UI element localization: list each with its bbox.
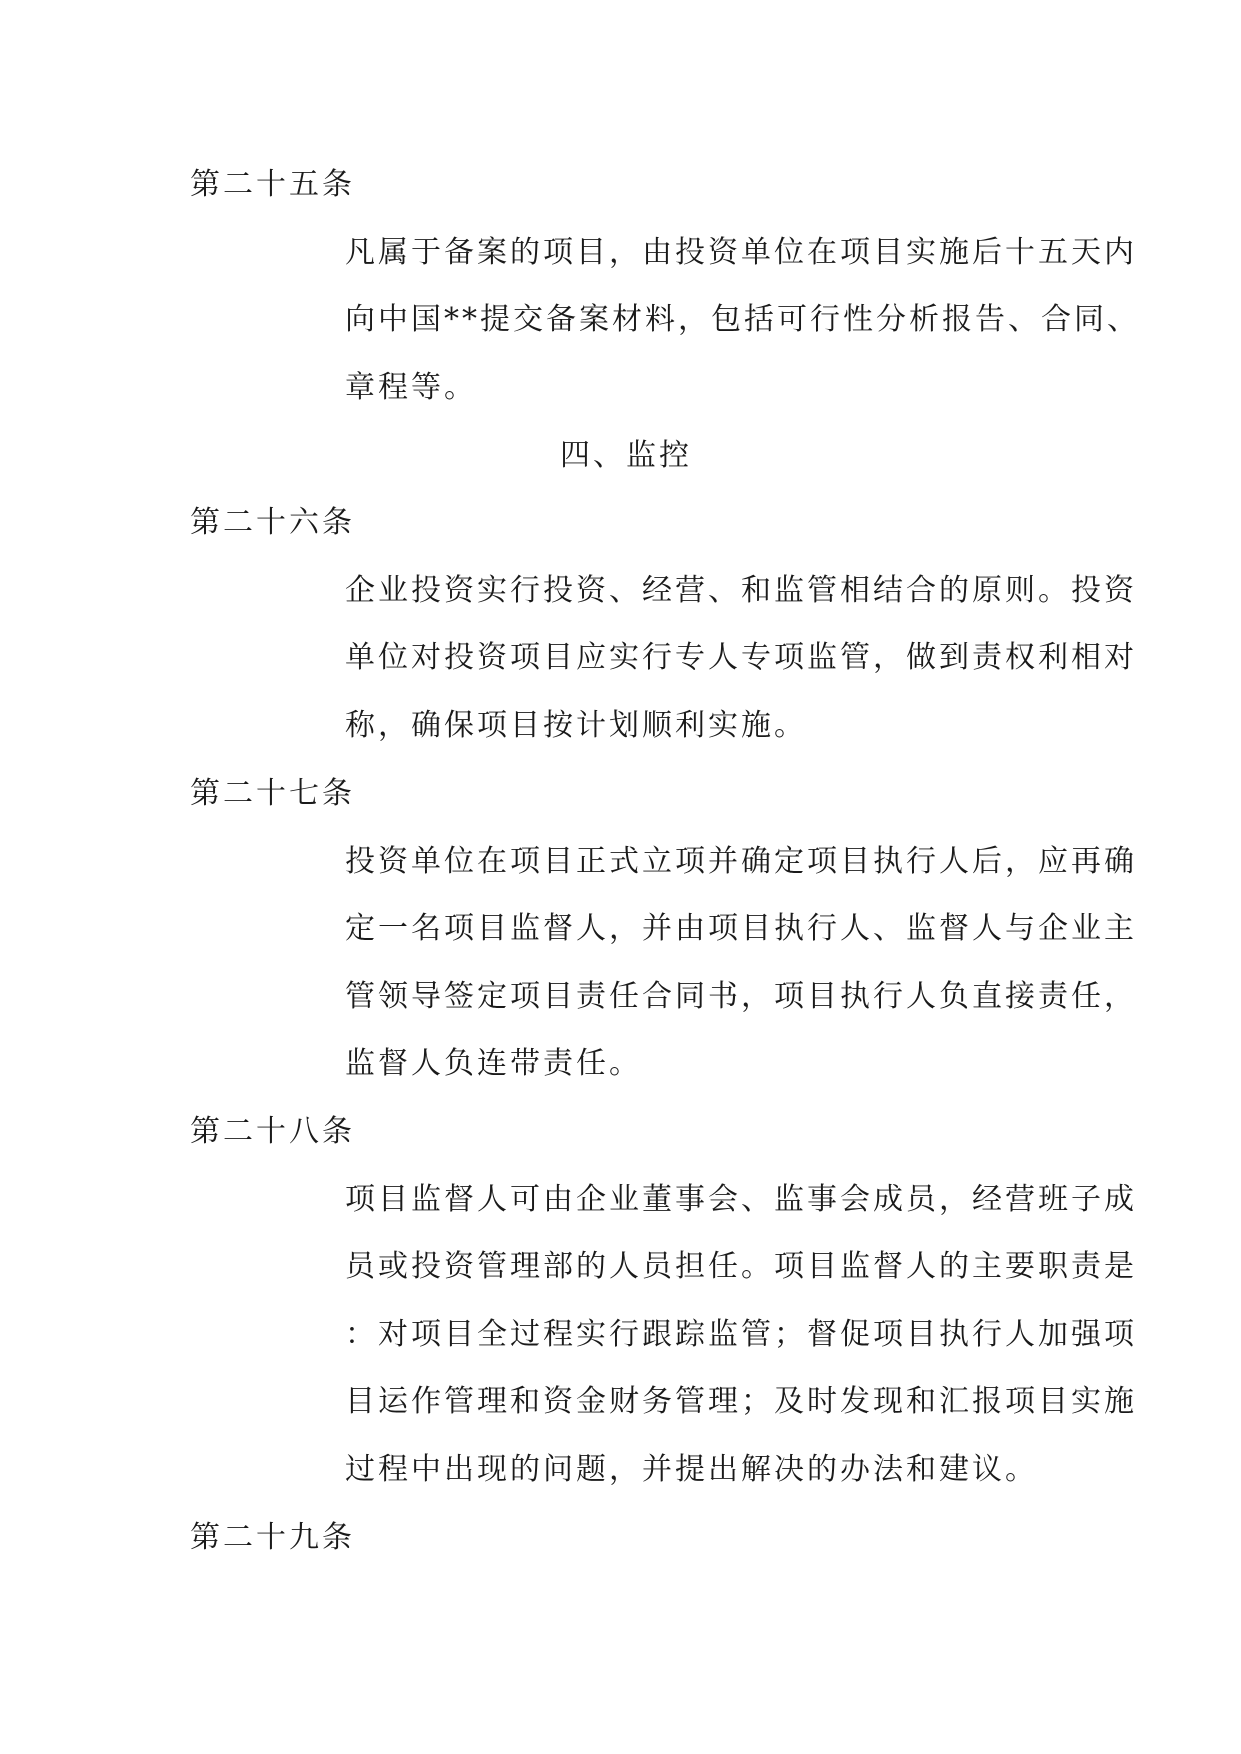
article-heading: 第二十六条 [190,505,355,540]
article-text-line: 员或投资管理部的人员担任。项目监督人的主要职责是 [345,1249,1137,1284]
article-text-line: 称，确保项目按计划顺利实施。 [345,708,807,743]
article-heading: 第二十九条 [190,1520,355,1555]
article-text-line: 投资单位在项目正式立项并确定项目执行人后，应再确 [345,844,1137,879]
article-text-line: 单位对投资项目应实行专人专项监管，做到责权利相对 [345,640,1137,675]
article-text-line: 企业投资实行投资、经营、和监管相结合的原则。投资 [345,573,1137,608]
article-heading: 第二十五条 [190,167,355,202]
article-text-line: 监督人负连带责任。 [345,1046,642,1081]
section-title: 四、监控 [560,438,692,473]
article-text-line: 过程中出现的问题，并提出解决的办法和建议。 [345,1452,1038,1487]
article-text-line: 凡属于备案的项目，由投资单位在项目实施后十五天内 [345,235,1137,270]
article-text-line: 章程等。 [345,370,477,405]
article-text-line: ：对项目全过程实行跟踪监管；督促项目执行人加强项 [345,1317,1137,1352]
article-text-line: 项目监督人可由企业董事会、监事会成员，经营班子成 [345,1182,1137,1217]
article-text-line: 管领导签定项目责任合同书，项目执行人负直接责任， [345,979,1137,1014]
article-heading: 第二十八条 [190,1114,355,1149]
article-text-line: 向中国**提交备案材料，包括可行性分析报告、合同、 [345,302,1140,337]
article-text-line: 定一名项目监督人，并由项目执行人、监督人与企业主 [345,911,1137,946]
article-text-line: 目运作管理和资金财务管理；及时发现和汇报项目实施 [345,1384,1137,1419]
article-heading: 第二十七条 [190,776,355,811]
